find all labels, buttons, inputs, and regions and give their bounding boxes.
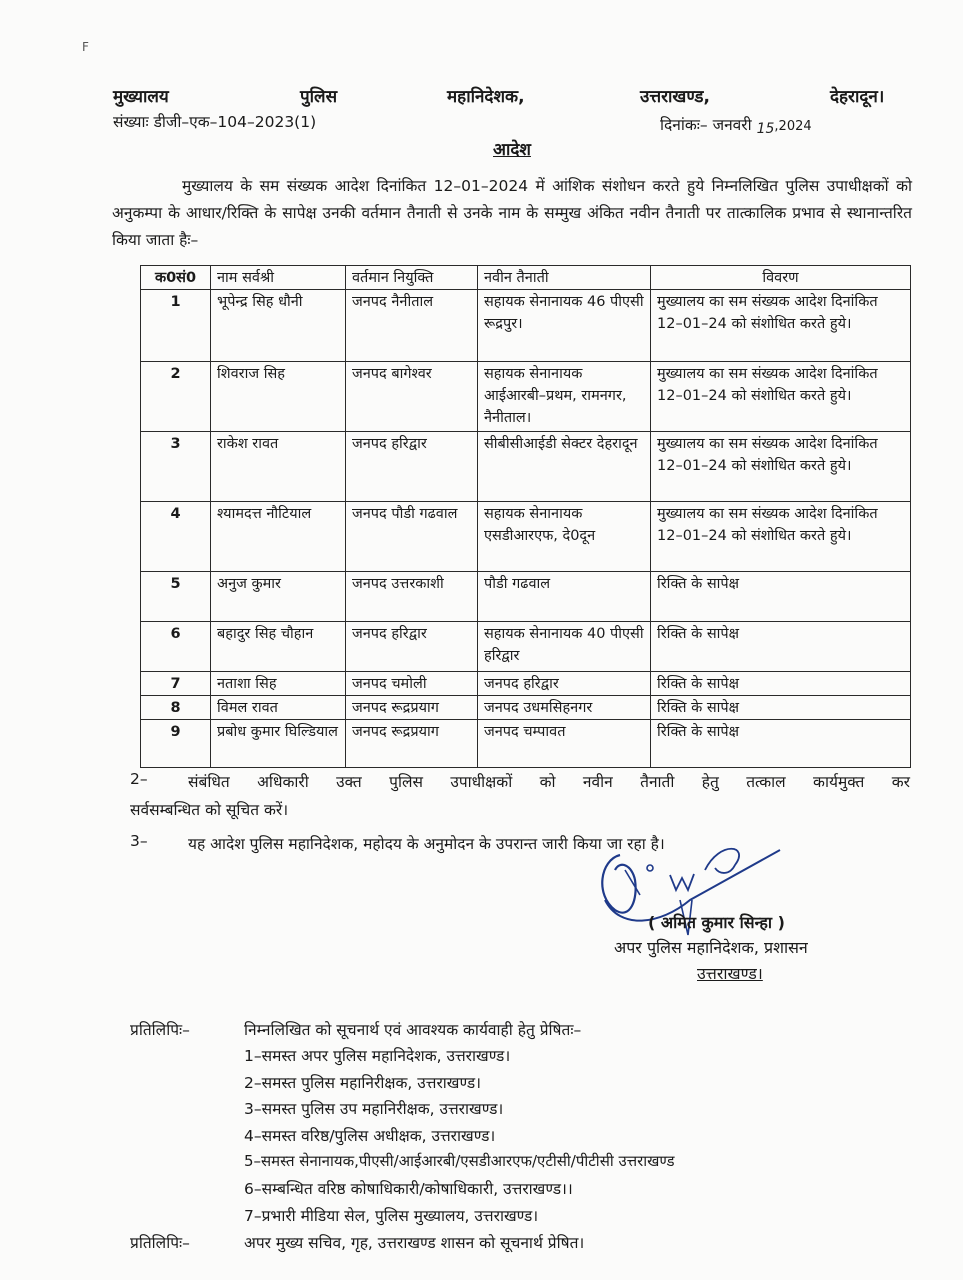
copy2-text: अपर मुख्य सचिव, गृह, उत्तराखण्ड शासन को सूचनार्थ प्रेषित। — [244, 1234, 585, 1252]
point2-text: संबंधित अधिकारी उक्त पुलिस उपाधीक्षकों को नवीन तैनाती हेतु तत्काल कार्यमुक्त कर — [188, 773, 910, 791]
cell-name: राकेश रावत — [211, 432, 346, 502]
page-title: आदेश — [493, 140, 531, 160]
point3-number: 3– — [130, 832, 148, 850]
table-row — [141, 432, 911, 502]
header-city: देहरादून। — [830, 87, 885, 107]
cell-new: सहायक सेनानायक एसडीआरएफ, दे0दून — [478, 502, 651, 572]
col-header-details: विवरण — [651, 266, 911, 290]
point2-text-cont: सर्वसम्बन्धित को सूचित करें। — [130, 801, 289, 819]
cell-current: जनपद नैनीताल — [346, 290, 478, 362]
cell-sn: 9 — [141, 720, 211, 768]
cell-sn: 2 — [141, 362, 211, 432]
cell-sn: 1 — [141, 290, 211, 362]
cell-name: बहादुर सिह चौहान — [211, 622, 346, 672]
col-header-current: वर्तमान नियुक्ति — [346, 266, 478, 290]
order-number: संख्याः डीजी–एक–104–2023(1) — [113, 113, 317, 131]
cell-sn: 7 — [141, 672, 211, 696]
copy-item: 3–समस्त पुलिस उप महानिरीक्षक, उत्तराखण्ड। — [244, 1100, 504, 1118]
cell-details: रिक्ति के सापेक्ष — [651, 572, 911, 622]
col-header-sn: क0सं0 — [141, 266, 211, 290]
header-police: पुलिस — [300, 87, 338, 107]
cell-current: जनपद हरिद्वार — [346, 622, 478, 672]
table-row — [141, 696, 911, 720]
cell-name: शिवराज सिह — [211, 362, 346, 432]
corner-mark: F — [82, 40, 89, 54]
cell-details: मुख्यालय का सम संख्यक आदेश दिनांकित 12–01–24 को संशोधित करते हुये। — [651, 432, 911, 502]
header-hq: मुख्यालय — [113, 87, 169, 107]
cell-new: जनपद चम्पावत — [478, 720, 651, 768]
cell-details: मुख्यालय का सम संख्यक आदेश दिनांकित 12–01–24 को संशोधित करते हुये। — [651, 362, 911, 432]
table-row — [141, 502, 911, 572]
cell-details: मुख्यालय का सम संख्यक आदेश दिनांकित 12–01–24 को संशोधित करते हुये। — [651, 290, 911, 362]
cell-details: रिक्ति के सापेक्ष — [651, 622, 911, 672]
cell-name: भूपेन्द्र सिह धौनी — [211, 290, 346, 362]
cell-details: रिक्ति के सापेक्ष — [651, 672, 911, 696]
point3-text: यह आदेश पुलिस महानिदेशक, महोदय के अनुमोदन के उपरान्त जारी किया जा रहा है। — [188, 835, 665, 853]
cell-name: अनुज कुमार — [211, 572, 346, 622]
copy2-label: प्रतिलिपिः– — [130, 1234, 190, 1252]
intro-paragraph: मुख्यालय के सम संख्यक आदेश दिनांकित 12–01–2024 में आंशिक संशोधन करते हुये निम्नलिखित पुलिस उपाधीक्षकों को अनुकम्पा के आधार/रिक्ति के सापेक्ष उनकी वर्तमान तैनाती से उनके नाम के सम्मुख अंकित नवीन तैनाती पर तात्कालिक प्रभाव से स्थानान्तरित किया जाता हैः– — [112, 177, 912, 249]
date-label: दिनांकः– जनवरी — [660, 116, 752, 134]
cell-new: जनपद उधमसिहनगर — [478, 696, 651, 720]
col-header-name: नाम सर्वश्री — [211, 266, 346, 290]
signatory-state: उत्तराखण्ड। — [697, 964, 763, 983]
cell-sn: 6 — [141, 622, 211, 672]
header-state: उत्तराखण्ड, — [640, 87, 710, 107]
copy-intro: निम्नलिखित को सूचनार्थ एवं आवश्यक कार्यवाही हेतु प्रेषितः– — [244, 1021, 582, 1039]
cell-sn: 8 — [141, 696, 211, 720]
col-header-new: नवीन तैनाती — [478, 266, 651, 290]
table-row — [141, 720, 911, 768]
cell-new: सहायक सेनानायक 40 पीएसी हरिद्वार — [478, 622, 651, 672]
cell-name: विमल रावत — [211, 696, 346, 720]
cell-new: जनपद हरिद्वार — [478, 672, 651, 696]
copy-item: 4–समस्त वरिष्ठ/पुलिस अधीक्षक, उत्तराखण्ड। — [244, 1127, 496, 1145]
transfer-table — [140, 265, 911, 768]
copy-item: 5–समस्त सेनानायक,पीएसी/आईआरबी/एसडीआरएफ/एटीसी/पीटीसी उत्तराखण्ड — [244, 1152, 675, 1170]
date-year: ,2024 — [774, 119, 812, 134]
cell-sn: 3 — [141, 432, 211, 502]
cell-name: श्यामदत्त नौटियाल — [211, 502, 346, 572]
table-row — [141, 622, 911, 672]
cell-current: जनपद चमोली — [346, 672, 478, 696]
copy-label: प्रतिलिपिः– — [130, 1021, 190, 1039]
table-row — [141, 290, 911, 362]
table-row — [141, 672, 911, 696]
cell-current: जनपद पौडी गढवाल — [346, 502, 478, 572]
cell-details: रिक्ति के सापेक्ष — [651, 696, 911, 720]
cell-name: नताशा सिह — [211, 672, 346, 696]
copy-item: 7–प्रभारी मीडिया सेल, पुलिस मुख्यालय, उत्तराखण्ड। — [244, 1207, 539, 1225]
cell-current: जनपद उत्तरकाशी — [346, 572, 478, 622]
cell-new: सहायक सेनानायक आईआरबी–प्रथम, रामनगर, नैनीताल। — [478, 362, 651, 432]
copy-item: 2–समस्त पुलिस महानिरीक्षक, उत्तराखण्ड। — [244, 1074, 482, 1092]
header-dg: महानिदेशक, — [447, 87, 525, 107]
point2-number: 2– — [130, 770, 148, 788]
cell-new: सहायक सेनानायक 46 पीएसी रूद्रपुर। — [478, 290, 651, 362]
cell-details: मुख्यालय का सम संख्यक आदेश दिनांकित 12–01–24 को संशोधित करते हुये। — [651, 502, 911, 572]
cell-new: सीबीसीआईडी सेक्टर देहरादून — [478, 432, 651, 502]
cell-name: प्रबोध कुमार घिल्डियाल — [211, 720, 346, 768]
table-row — [141, 572, 911, 622]
copy-item: 6–सम्बन्धित वरिष्ठ कोषाधिकारी/कोषाधिकारी, उत्तराखण्ड।। — [244, 1180, 573, 1198]
cell-sn: 4 — [141, 502, 211, 572]
cell-sn: 5 — [141, 572, 211, 622]
signatory-designation: अपर पुलिस महानिदेशक, प्रशासन — [614, 938, 808, 957]
cell-current: जनपद रूद्रप्रयाग — [346, 720, 478, 768]
table-row — [141, 362, 911, 432]
cell-current: जनपद हरिद्वार — [346, 432, 478, 502]
order-date — [660, 113, 812, 137]
copy-item: 1–समस्त अपर पुलिस महानिदेशक, उत्तराखण्ड। — [244, 1047, 511, 1065]
cell-current: जनपद रूद्रप्रयाग — [346, 696, 478, 720]
cell-current: जनपद बागेश्वर — [346, 362, 478, 432]
table-header-row — [141, 266, 911, 290]
cell-new: पौडी गढवाल — [478, 572, 651, 622]
signatory-name: ( अमित कुमार सिन्हा ) — [648, 913, 785, 932]
cell-details: रिक्ति के सापेक्ष — [651, 720, 911, 768]
date-day: 15 — [756, 121, 775, 137]
